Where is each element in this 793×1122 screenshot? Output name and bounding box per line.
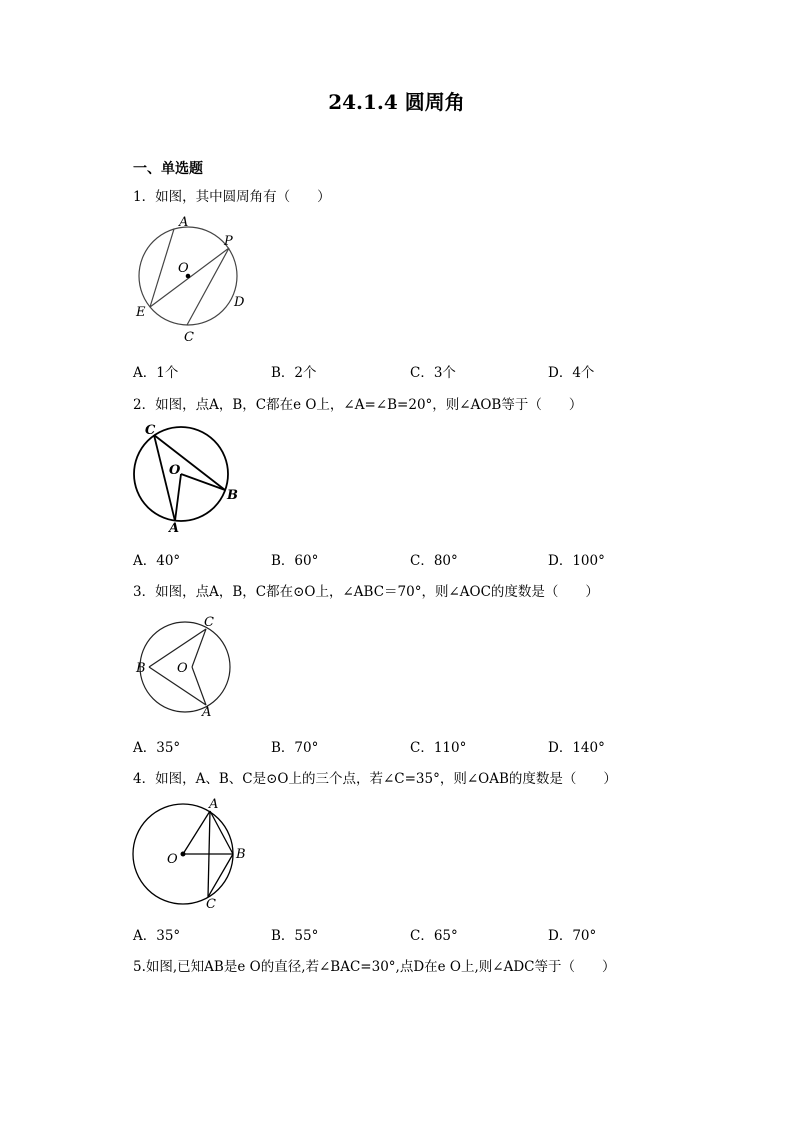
chord-BC [208,854,233,897]
question-2-stem: 2．如图，点A，B，C都在e O上，∠A=∠B=20°，则∠AOB等于（ ） [133,397,583,413]
q3-option-a: A．35° [133,740,181,756]
radius-OA [192,667,206,705]
q1-option-d: D．4个 [548,365,595,381]
label-C: C [206,897,216,912]
question-5-stem: 5.如图,已知AB是e O的直径,若∠BAC=30°,点D在e O上,则∠ADC等于（ ） [133,959,616,975]
q4-option-c: C．65° [410,928,458,944]
q2-option-b: B．60° [271,553,319,569]
q3-option-b: B．70° [271,740,319,756]
label-C: C [204,615,214,630]
center-point [181,852,186,857]
section-heading: 一、单选题 [133,161,203,177]
label-A: A [169,521,180,536]
q2-option-c: C．80° [410,553,458,569]
chord-AB [210,811,233,854]
q3-option-c: C．110° [410,740,467,756]
label-A: A [179,215,189,230]
chord-PC [187,248,229,325]
label-C: C [184,330,194,345]
q4-option-a: A．35° [133,928,181,944]
page-title: 24.1.4 圆周角 [328,90,465,114]
label-P: P [224,234,233,249]
q4-option-b: B．55° [271,928,319,944]
q2-option-a: A．40° [133,553,181,569]
label-O: O [167,852,178,867]
label-B: B [136,661,146,676]
question-4-stem: 4．如图，A、B、C是⊙O上的三个点，若∠C=35°，则∠OAB的度数是（ ） [133,771,617,787]
q2-option-d: D．100° [548,553,605,569]
label-O: O [178,261,189,276]
q1-option-b: B．2个 [271,365,317,381]
label-O: O [169,463,181,478]
label-B: B [227,488,238,503]
q1-option-c: C．3个 [410,365,456,381]
question-4-figure [130,795,260,915]
question-2-figure [130,420,250,540]
q3-option-d: D．140° [548,740,605,756]
radius-OC [192,629,206,667]
q1-option-a: A．1个 [133,365,179,381]
question-1-figure [130,210,260,350]
label-A: A [209,797,219,812]
question-1-stem: 1．如图，其中圆周角有（ ） [133,189,331,205]
label-O: O [177,661,188,676]
question-3-figure [130,612,240,722]
q4-option-d: D．70° [548,928,597,944]
label-B: B [236,847,246,862]
label-C: C [145,423,156,438]
radius-OA [175,474,181,521]
label-E: E [136,305,146,320]
question-3-stem: 3．如图，点A，B，C都在⊙O上，∠ABC＝70°，则∠AOC的度数是（ ） [133,584,599,600]
radius-OB [181,474,225,490]
radius-OA [183,811,210,854]
label-D: D [234,295,245,310]
label-A: A [202,705,212,720]
